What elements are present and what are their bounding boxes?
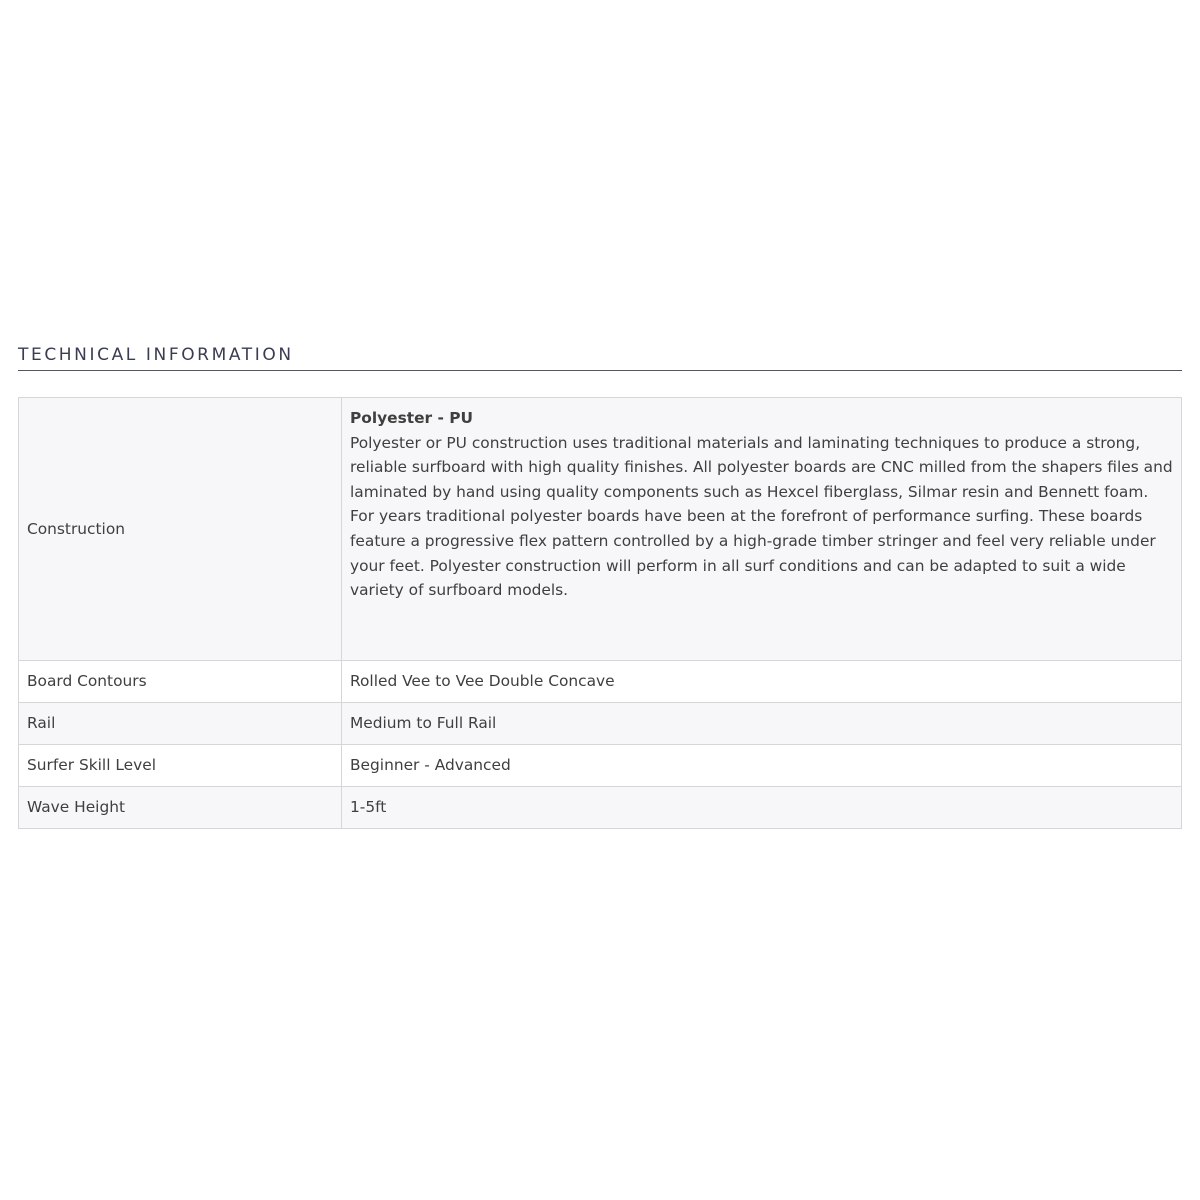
- construction-paragraph-2: For years traditional polyester boards have been at the forefront of performance surfing. These boards feature a progressive flex pattern controlled by a high-grade timber stringer and feel very reliable under your feet. Polyester construction will perform in all surf conditions and can be adapted to suit a wide variety of surfboard models.: [350, 507, 1156, 600]
- spec-table: [18, 397, 1182, 829]
- construction-label: Construction: [19, 398, 342, 661]
- surfer-skill-level-value: Beginner - Advanced: [342, 745, 1182, 787]
- table-row-rail: [19, 703, 1182, 745]
- table-row-surfer-skill-level: [19, 745, 1182, 787]
- construction-value: [342, 398, 1182, 661]
- rail-label: Rail: [19, 703, 342, 745]
- rail-value: Medium to Full Rail: [342, 703, 1182, 745]
- board-contours-value: Rolled Vee to Vee Double Concave: [342, 661, 1182, 703]
- construction-paragraph-1: Polyester or PU construction uses traditional materials and laminating techniques to produce a strong, reliable surfboard with high quality finishes. All polyester boards are CNC milled from the shapers files and laminated by hand using quality components such as Hexcel fiberglass, Silmar resin and Bennett foam.: [350, 433, 1173, 501]
- table-row-construction: [19, 398, 1182, 661]
- table-row-board-contours: [19, 661, 1182, 703]
- surfer-skill-level-label: Surfer Skill Level: [19, 745, 342, 787]
- wave-height-label: Wave Height: [19, 787, 342, 829]
- technical-information-section: [18, 344, 1182, 829]
- section-title: TECHNICAL INFORMATION: [18, 344, 1182, 371]
- construction-heading: Polyester - PU: [350, 409, 474, 427]
- board-contours-label: Board Contours: [19, 661, 342, 703]
- table-row-wave-height: [19, 787, 1182, 829]
- wave-height-value: 1-5ft: [342, 787, 1182, 829]
